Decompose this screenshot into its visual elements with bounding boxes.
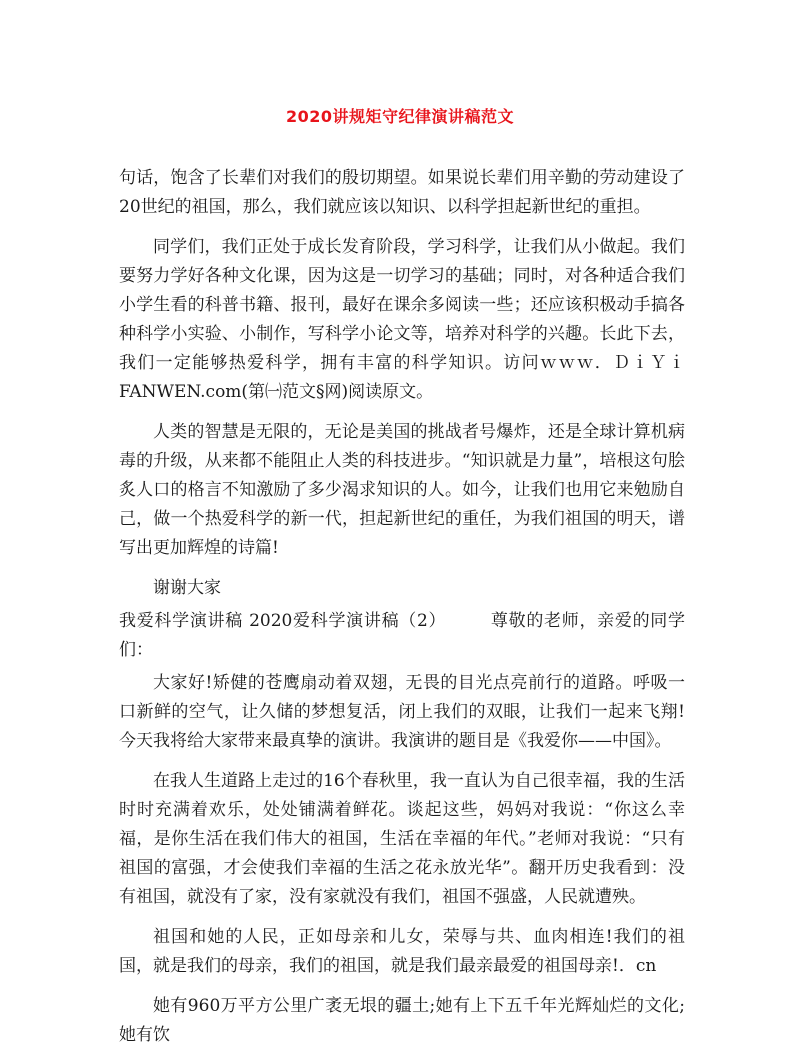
- paragraph-7: 她有960万平方公里广袤无垠的疆土;她有上下五千年光辉灿烂的文化;她有饮: [119, 996, 685, 1045]
- speech-heading-line: [119, 607, 685, 665]
- document-body: [119, 164, 685, 1061]
- paragraph-5: 在我人生道路上走过的16个春秋里，我一直认为自己很幸福，我的生活时时充满着欢乐，处处铺满着鲜花。谈起这些，妈妈对我说：“你这么幸福，是你生活在我们伟大的祖国，生活在幸福的年代。”老师对我说：“只有祖国的富强，才会使我们幸福的生活之花永放光华”。翻开历史我看到：没有祖国，就没有了家，没有家就没有我们，祖国不强盛，人民就遭殃。: [119, 771, 685, 907]
- paragraph-3: 人类的智慧是无限的，无论是美国的挑战者号爆炸，还是全球计算机病毒的升级，从来都不能阻止人类的科技进步。“知识就是力量”，培根这句脍炙人口的格言不知激励了多少渴求知识的人。如今，让我们也用它来勉励自己，做一个热爱科学的新一代，担起新世纪的重任，为我们祖国的明天，谱写出更加辉煌的诗篇!: [119, 422, 685, 558]
- speech-salutation: 尊敬的老师，亲爱的同学们：: [119, 611, 686, 660]
- paragraph-6: 祖国和她的人民，正如母亲和儿女，荣辱与共、血肉相连!我们的祖国，就是我们的母亲，我们的祖国，就是我们最亲最爱的祖国母亲!．cn: [119, 927, 685, 976]
- paragraph-1: 句话，饱含了长辈们对我们的殷切期望。如果说长辈们用辛勤的劳动建设了20世纪的祖国，那么，我们就应该以知识、以科学担起新世纪的重担。: [119, 168, 685, 217]
- paragraph-2: 同学们，我们正处于成长发育阶段，学习科学，让我们从小做起。我们要努力学好各种文化课，因为这是一切学习的基础；同时，对各种适合我们小学生看的科普书籍、报刊，最好在课余多阅读一些；还应该积极动手搞各种科学小实验、小制作，写科学小论文等，培养对科学的兴趣。长此下去，我们一定能够热爱科学，拥有丰富的科学知识。访问ｗｗｗ．ＤｉＹｉFANWEN.com(第㈠范文§网)阅读原文。: [119, 237, 685, 402]
- document-title: 2020讲规矩守纪律演讲稿范文: [285, 107, 515, 126]
- paragraph-4: 大家好!矫健的苍鹰扇动着双翅，无畏的目光点亮前行的道路。呼吸一口新鲜的空气，让久储的梦想复活，闭上我们的双眼，让我们一起来飞翔!今天我将给大家带来最真挚的演讲。我演讲的题目是《我爱你——中国》。: [119, 673, 685, 751]
- speech-title: 我爱科学演讲稿 2020爱科学演讲稿（2）: [119, 611, 447, 631]
- paragraph-thanks: 谢谢大家: [153, 578, 221, 598]
